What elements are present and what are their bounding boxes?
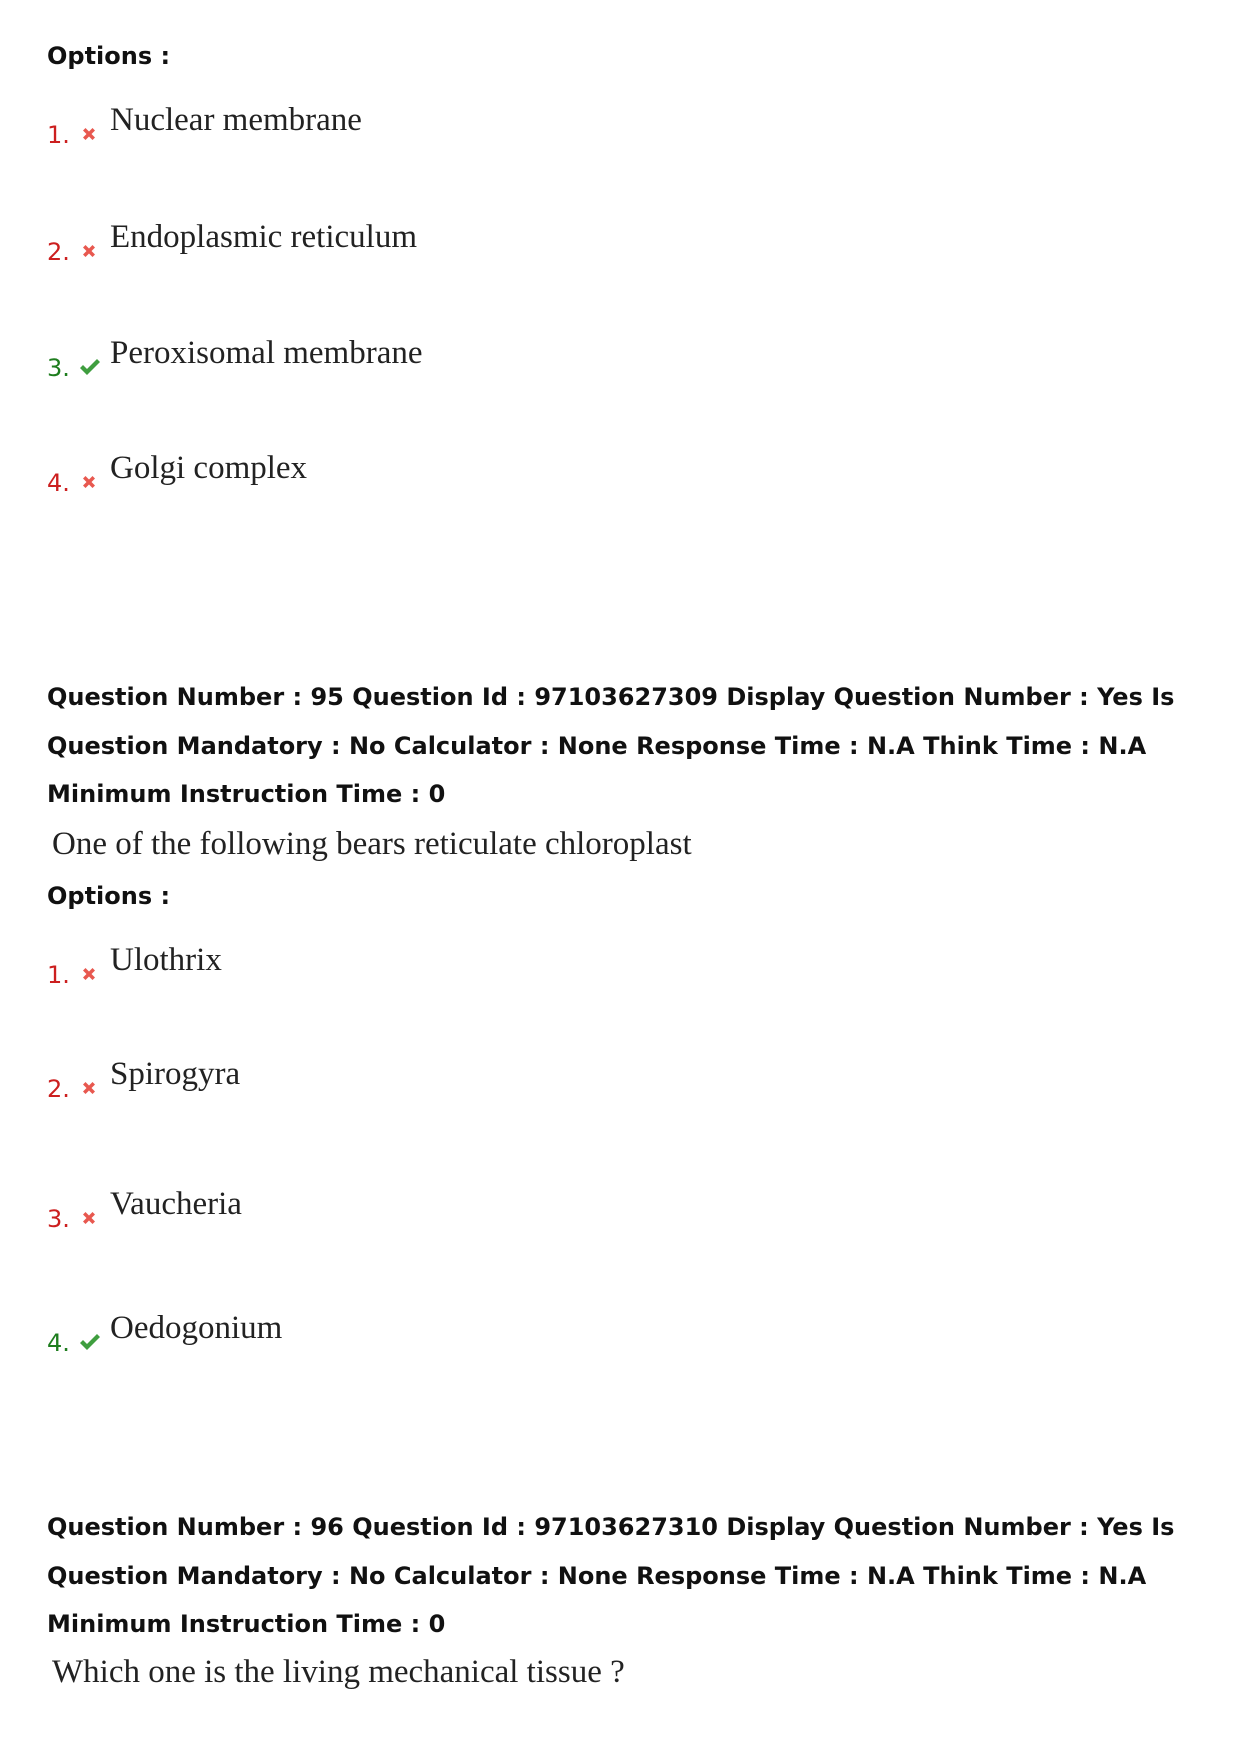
option-number: 4. xyxy=(47,1329,70,1357)
option-2[interactable] xyxy=(47,1054,747,1104)
option-text: Oedogonium xyxy=(110,1310,283,1346)
option-number: 3. xyxy=(47,354,70,382)
option-text: Spirogyra xyxy=(110,1056,241,1092)
option-text: Endoplasmic reticulum xyxy=(110,219,418,255)
option-number: 1. xyxy=(47,121,70,149)
question-meta: Question Number : 96 Question Id : 97103627310 Display Question Number : Yes Is Question Mandatory : No Calculator : None Response Time : N.A Think Time : N.A Minimum Instruction Time : 0 xyxy=(47,1513,1175,1638)
option-text: Golgi complex xyxy=(110,450,308,486)
question-text: One of the following bears reticulate chloroplast xyxy=(52,826,692,862)
option-3[interactable] xyxy=(47,333,747,383)
cross-icon xyxy=(77,239,101,263)
options-label: Options : xyxy=(47,882,171,910)
option-text: Nuclear membrane xyxy=(110,102,362,138)
cross-icon xyxy=(77,962,101,986)
option-1[interactable] xyxy=(47,100,747,150)
cross-icon xyxy=(77,1076,101,1100)
check-icon xyxy=(77,1330,101,1354)
question-meta: Question Number : 95 Question Id : 97103627309 Display Question Number : Yes Is Question Mandatory : No Calculator : None Response Time : N.A Think Time : N.A Minimum Instruction Time : 0 xyxy=(47,683,1175,808)
option-number: 3. xyxy=(47,1205,70,1233)
option-text: Vaucheria xyxy=(110,1186,242,1222)
options-label: Options : xyxy=(47,42,171,70)
option-4[interactable] xyxy=(47,448,747,498)
option-1[interactable] xyxy=(47,940,747,990)
option-number: 2. xyxy=(47,1075,70,1103)
option-text: Ulothrix xyxy=(110,942,222,978)
option-text: Peroxisomal membrane xyxy=(110,335,423,371)
option-number: 4. xyxy=(47,469,70,497)
option-3[interactable] xyxy=(47,1184,747,1234)
check-icon xyxy=(77,355,101,379)
option-number: 1. xyxy=(47,961,70,989)
cross-icon xyxy=(77,122,101,146)
option-number: 2. xyxy=(47,238,70,266)
option-2[interactable] xyxy=(47,217,747,267)
cross-icon xyxy=(77,470,101,494)
question-text: Which one is the living mechanical tissue ? xyxy=(52,1654,625,1690)
cross-icon xyxy=(77,1206,101,1230)
option-4[interactable] xyxy=(47,1308,747,1358)
